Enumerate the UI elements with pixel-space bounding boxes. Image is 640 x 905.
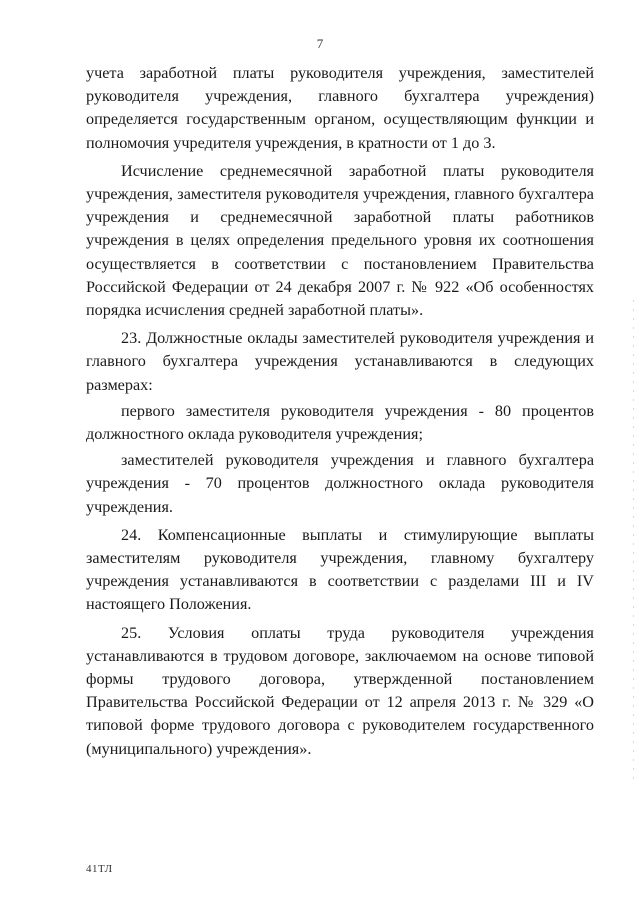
- document-body: [86, 62, 594, 766]
- paragraph-deputies-chief-accountant-rate: заместителей руководителя учреждения и главного бухгалтера учреждения - 70 процентов должностного оклада руководителя учреждения.: [86, 451, 594, 516]
- scan-edge-artifact: [633, 300, 634, 780]
- paragraph-first-deputy-rate: первого заместителя руководителя учреждения - 80 процентов должностного оклада руководителя учреждения;: [86, 401, 594, 444]
- paragraph-23-official-salaries: 23. Должностные оклады заместителей руководителя учреждения и главного бухгалтера учреждения устанавливаются в следующих размерах:: [86, 329, 594, 394]
- footer-document-code: 41ТЛ: [86, 863, 113, 875]
- page-number: 7: [316, 36, 324, 51]
- paragraph-25-labor-contract-terms: 25. Условия оплаты труда руководителя учреждения устанавливаются в трудовом договоре, заключаемом на основе типовой формы трудового договора, утвержденной постановлением Правительства Российской Федерации от 12 апреля 2013 г. № 329 «О типовой форме трудового договора с руководителем государственного (муниципального) учреждения».: [86, 623, 594, 758]
- paragraph-24-compensation-payments: 24. Компенсационные выплаты и стимулирующие выплаты заместителям руководителя учреждения, главному бухгалтеру учреждения устанавливаются в соответствии с разделами III и IV настоящего Положения.: [86, 525, 594, 614]
- paragraph-salary-ratio-end: учета заработной платы руководителя учреждения, заместителей руководителя учреждения, главного бухгалтера учреждения) определяется государственным органом, осуществляющим функции и полномочия учредителя учреждения, в кратности от 1 до 3.: [86, 64, 594, 152]
- paragraph-average-salary-calculation: Исчисление среднемесячной заработной платы руководителя учреждения, заместителя руководителя учреждения, главного бухгалтера учреждения и среднемесячной заработной платы работников учреждения в целях определения предельного уровня их соотношения осуществляется в соответствии с постановлением Правительства Российской Федерации от 24 декабря 2007 г. № 922 «Об особенностях порядка исчисления средней заработной платы».: [86, 161, 594, 320]
